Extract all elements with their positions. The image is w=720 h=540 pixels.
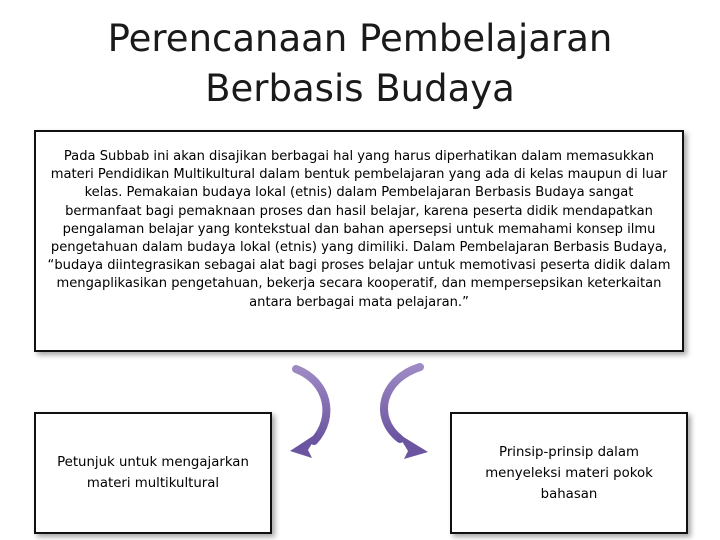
left-topic-box (34, 412, 272, 534)
slide-title-line2: Berbasis Budaya (205, 67, 515, 110)
main-paragraph: Pada Subbab ini akan disajikan berbagai hal yang harus diperhatikan dalam memasukkan materi Pendidikan Multikultural dalam bentuk pembelajaran yang ada di kelas maupun di luar kelas. Pemakaian budaya lokal (etnis) dalam Pembelajaran Berbasis Budaya sangat bermanfaat bagi pemaknaan proses dan hasil belajar, karena peserta didik mendapatkan pengalaman belajar yang kontekstual dan bahan apersepsi untuk memahami konsep ilmu pengetahuan dalam budaya lokal (etnis) yang dimiliki. Dalam Pembelajaran Berbasis Budaya, “budaya diintegrasikan sebagai alat bagi proses belajar untuk memotivasi peserta didik dalam mengaplikasikan pengetahuan, bekerja secara kooperatif, dan mempersepsikan keterkaitan antara berbagai mata pelajaran.” (47, 149, 671, 310)
curved-arrow-down-right-icon (384, 367, 428, 459)
slide-title (0, 14, 720, 114)
slide-title-line1: Perencanaan Pembelajaran (107, 17, 613, 60)
main-text-box (34, 130, 684, 352)
right-topic-label: Prinsip-prinsip dalam menyeleksi materi pokok bahasan (485, 444, 653, 502)
left-topic-label: Petunjuk untuk mengajarkan materi multikultural (57, 455, 249, 491)
right-topic-box (450, 412, 688, 534)
curved-arrow-down-left-icon (290, 369, 326, 458)
curved-arrows (270, 355, 450, 465)
